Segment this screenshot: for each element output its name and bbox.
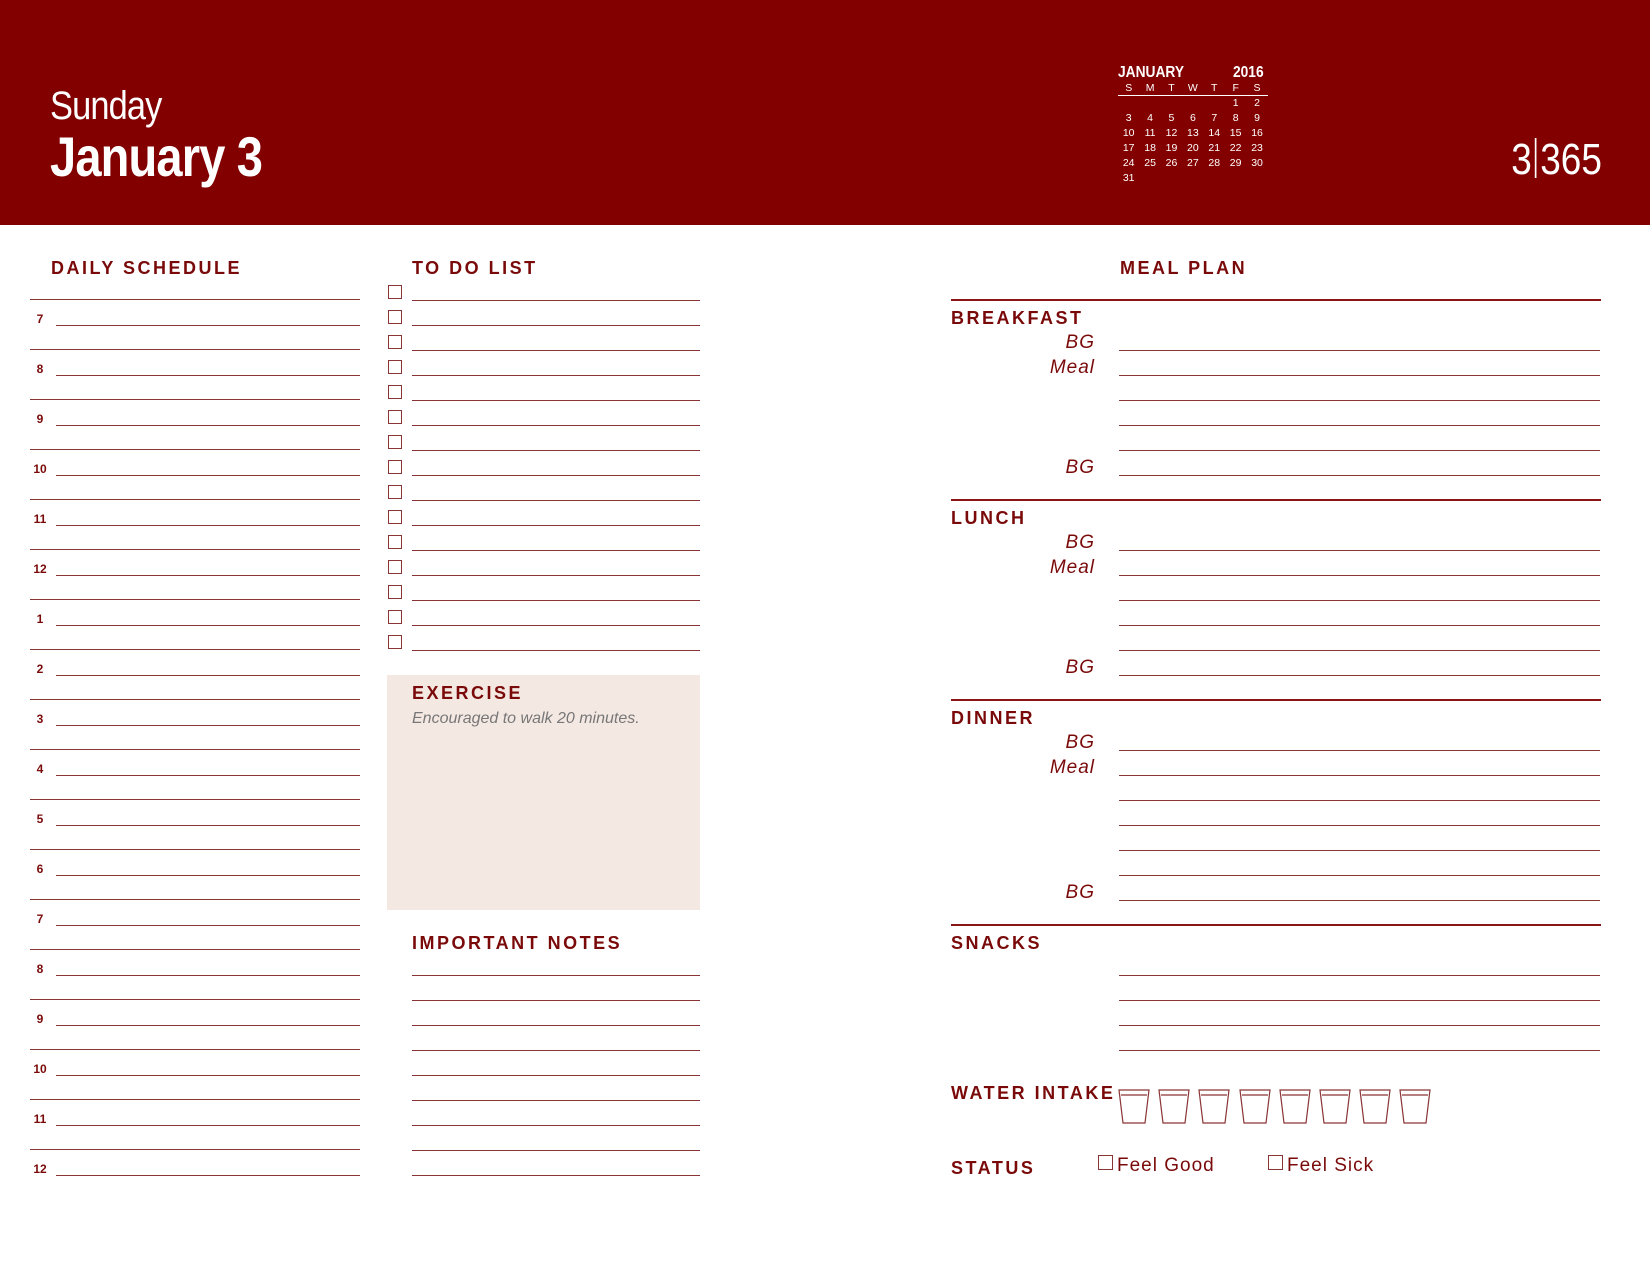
notes-line[interactable]	[412, 1075, 700, 1076]
blood-glucose-label: BG	[1065, 732, 1095, 753]
header-banner	[0, 0, 1650, 225]
schedule-hour-label: 2	[36, 662, 44, 676]
mini-calendar-day: 17	[1122, 142, 1135, 154]
schedule-half-line[interactable]	[30, 499, 360, 500]
schedule-hour-line[interactable]	[56, 825, 360, 826]
schedule-hour-line[interactable]	[56, 975, 360, 976]
status-feel-sick[interactable]	[1268, 1155, 1374, 1177]
water-cup-icon[interactable]	[1158, 1088, 1190, 1124]
notes-line[interactable]	[412, 1150, 700, 1151]
meal-line[interactable]	[1119, 875, 1600, 876]
meal-section-title: BREAKFAST	[951, 308, 1084, 328]
todo-checkbox[interactable]	[388, 360, 402, 374]
todo-checkbox[interactable]	[388, 410, 402, 424]
todo-line[interactable]	[412, 350, 700, 351]
schedule-hour-line[interactable]	[56, 1025, 360, 1026]
divider	[1535, 138, 1537, 178]
meal-section-title: DINNER	[951, 708, 1036, 728]
todo-line[interactable]	[412, 375, 700, 376]
todo-title: TO DO LIST	[412, 258, 538, 278]
meal-line[interactable]	[1119, 825, 1600, 826]
todo-checkbox[interactable]	[388, 510, 402, 524]
mini-calendar-year: 2016	[1233, 64, 1264, 81]
mini-calendar-day: 22	[1229, 142, 1242, 154]
mini-calendar-day: 31	[1122, 172, 1135, 184]
todo-line[interactable]	[412, 450, 700, 451]
mini-calendar-day: 10	[1122, 127, 1135, 139]
snacks-title: SNACKS	[951, 933, 1043, 953]
todo-checkbox[interactable]	[388, 535, 402, 549]
schedule-hour-label: 12	[33, 1162, 47, 1176]
mini-calendar-day	[1182, 96, 1203, 111]
schedule-hour-line[interactable]	[56, 375, 360, 376]
schedule-hour-label: 10	[33, 462, 47, 476]
snack-line[interactable]	[1119, 1050, 1600, 1051]
todo-checkbox[interactable]	[388, 335, 402, 349]
day-of-year	[1511, 136, 1602, 184]
feel-sick-label: Feel Sick	[1287, 1155, 1375, 1176]
meal-line[interactable]	[1119, 475, 1600, 476]
snack-line[interactable]	[1119, 975, 1600, 976]
notes-title: IMPORTANT NOTES	[412, 933, 623, 953]
todo-checkbox[interactable]	[388, 435, 402, 449]
meal-divider	[951, 499, 1601, 501]
water-intake-title: WATER INTAKE	[951, 1083, 1116, 1103]
todo-checkbox[interactable]	[388, 635, 402, 649]
todo-line[interactable]	[412, 475, 700, 476]
todo-line[interactable]	[412, 625, 700, 626]
schedule-half-line[interactable]	[30, 749, 360, 750]
schedule-hour-line[interactable]	[56, 525, 360, 526]
water-cup-icon[interactable]	[1279, 1088, 1311, 1124]
todo-checkbox[interactable]	[388, 385, 402, 399]
todo-checkbox[interactable]	[388, 585, 402, 599]
mini-calendar-day: 30	[1251, 157, 1263, 169]
mini-calendar-day: 12	[1165, 127, 1178, 139]
water-cup-icon[interactable]	[1399, 1088, 1431, 1124]
mini-calendar-weekday: S	[1118, 82, 1139, 96]
mini-calendar-weekday: T	[1161, 82, 1182, 96]
meal-divider	[951, 299, 1601, 301]
todo-line[interactable]	[412, 425, 700, 426]
mini-calendar-day	[1204, 96, 1225, 111]
schedule-hour-line[interactable]	[56, 725, 360, 726]
schedule-hour-label: 12	[33, 562, 47, 576]
mini-calendar-day: 18	[1144, 142, 1156, 154]
meal-divider	[951, 924, 1601, 926]
mini-calendar-day: 20	[1187, 142, 1199, 154]
meal-line[interactable]	[1119, 600, 1600, 601]
mini-calendar-day: 14	[1208, 127, 1221, 139]
blood-glucose-after-label: BG	[1065, 657, 1095, 678]
schedule-hour-line[interactable]	[56, 675, 360, 676]
meal-line[interactable]	[1119, 650, 1600, 651]
todo-line[interactable]	[412, 400, 700, 401]
schedule-half-line[interactable]	[30, 699, 360, 700]
notes-line[interactable]	[412, 1175, 700, 1176]
schedule-hour-label: 7	[36, 312, 44, 326]
mini-calendar-day: 3	[1125, 112, 1132, 124]
schedule-hour-line[interactable]	[56, 1125, 360, 1126]
schedule-hour-line[interactable]	[56, 325, 360, 326]
exercise-text: Encouraged to walk 20 minutes.	[412, 710, 640, 727]
todo-checkbox[interactable]	[388, 310, 402, 324]
meal-line[interactable]	[1119, 675, 1600, 676]
todo-line[interactable]	[412, 600, 700, 601]
todo-line[interactable]	[412, 325, 700, 326]
mini-calendar-day: 9	[1254, 112, 1260, 124]
feel-sick-checkbox[interactable]	[1268, 1155, 1283, 1170]
mini-calendar-day: 16	[1251, 127, 1263, 139]
schedule-half-line[interactable]	[30, 399, 360, 400]
status-title: STATUS	[951, 1158, 1036, 1178]
schedule-half-line[interactable]	[30, 549, 360, 550]
mini-calendar-grid	[1118, 82, 1264, 186]
mini-calendar-day	[1161, 171, 1182, 186]
water-cup-icon[interactable]	[1359, 1088, 1391, 1124]
mini-calendar-day: 7	[1211, 112, 1218, 124]
schedule-line[interactable]	[30, 299, 360, 300]
schedule-half-line[interactable]	[30, 1049, 360, 1050]
schedule-hour-label: 9	[36, 1012, 44, 1026]
meal-section-title: LUNCH	[951, 508, 1027, 528]
meal-divider	[951, 699, 1601, 701]
todo-checkbox[interactable]	[388, 285, 402, 299]
day-number: 3	[1511, 135, 1532, 184]
schedule-half-line[interactable]	[30, 649, 360, 650]
schedule-half-line[interactable]	[30, 1149, 360, 1150]
mini-calendar-day: 19	[1165, 142, 1178, 154]
todo-checkbox[interactable]	[388, 610, 402, 624]
schedule-hour-label: 6	[36, 862, 44, 876]
meal-line[interactable]	[1119, 550, 1600, 551]
meal-label: Meal	[1049, 557, 1095, 578]
notes-line[interactable]	[412, 1050, 700, 1051]
water-cup-icon[interactable]	[1319, 1088, 1351, 1124]
mini-calendar-day: 23	[1251, 142, 1263, 154]
todo-line[interactable]	[412, 500, 700, 501]
feel-good-checkbox[interactable]	[1098, 1155, 1113, 1170]
mini-calendar-weekday: S	[1246, 82, 1267, 96]
mini-calendar-weekday: W	[1182, 82, 1203, 96]
days-in-year: 365	[1540, 135, 1602, 184]
weekday-label: Sunday	[50, 84, 162, 128]
snack-line[interactable]	[1119, 1025, 1600, 1026]
mini-calendar-day: 26	[1165, 157, 1178, 169]
meal-line[interactable]	[1119, 775, 1600, 776]
exercise-title: EXERCISE	[412, 683, 524, 703]
schedule-hour-line[interactable]	[56, 625, 360, 626]
mini-calendar	[1118, 64, 1264, 186]
schedule-hour-label: 1	[36, 612, 44, 626]
meal-line[interactable]	[1119, 800, 1600, 801]
mini-calendar-day: 11	[1144, 127, 1156, 139]
mini-calendar-day: 29	[1229, 157, 1242, 169]
meal-line[interactable]	[1119, 350, 1600, 351]
mini-calendar-weekday: M	[1139, 82, 1160, 96]
notes-line[interactable]	[412, 1025, 700, 1026]
mini-calendar-day: 6	[1189, 112, 1196, 124]
schedule-hour-label: 5	[36, 812, 44, 826]
schedule-hour-line[interactable]	[56, 425, 360, 426]
schedule-half-line[interactable]	[30, 899, 360, 900]
mini-calendar-month: JANUARY	[1118, 64, 1185, 81]
schedule-hour-line[interactable]	[56, 875, 360, 876]
mini-calendar-day: 24	[1122, 157, 1135, 169]
meal-line[interactable]	[1119, 575, 1600, 576]
schedule-hour-line[interactable]	[56, 1075, 360, 1076]
schedule-hour-label: 3	[36, 712, 44, 726]
water-cup-icon[interactable]	[1198, 1088, 1230, 1124]
schedule-hour-label: 8	[36, 362, 44, 376]
mini-calendar-day: 1	[1232, 97, 1239, 109]
mini-calendar-day	[1139, 96, 1160, 111]
schedule-half-line[interactable]	[30, 849, 360, 850]
mini-calendar-day: 4	[1147, 112, 1153, 124]
blood-glucose-label: BG	[1065, 332, 1095, 353]
blood-glucose-after-label: BG	[1065, 457, 1095, 478]
schedule-half-line[interactable]	[30, 1099, 360, 1100]
meal-line[interactable]	[1119, 375, 1600, 376]
schedule-hour-line[interactable]	[56, 1175, 360, 1176]
meal-line[interactable]	[1119, 850, 1600, 851]
mini-calendar-day: 13	[1187, 127, 1199, 139]
meal-label: Meal	[1049, 757, 1095, 778]
meal-line[interactable]	[1119, 450, 1600, 451]
schedule-hour-label: 7	[36, 912, 44, 926]
mini-calendar-day: 5	[1168, 112, 1175, 124]
mini-calendar-day: 25	[1144, 157, 1156, 169]
meal-line[interactable]	[1119, 625, 1600, 626]
date-title: January 3	[50, 125, 263, 188]
schedule-half-line[interactable]	[30, 799, 360, 800]
blood-glucose-label: BG	[1065, 532, 1095, 553]
mini-calendar-day	[1118, 96, 1139, 111]
water-cup-icon[interactable]	[1118, 1088, 1150, 1124]
meal-line[interactable]	[1119, 750, 1600, 751]
mini-calendar-day	[1204, 171, 1225, 186]
schedule-hour-line[interactable]	[56, 475, 360, 476]
notes-line[interactable]	[412, 1125, 700, 1126]
todo-checkbox[interactable]	[388, 485, 402, 499]
mini-calendar-weekday: T	[1204, 82, 1225, 96]
meal-line[interactable]	[1119, 425, 1600, 426]
todo-checkbox[interactable]	[388, 560, 402, 574]
mini-calendar-day	[1182, 171, 1203, 186]
schedule-hour-label: 11	[33, 512, 47, 526]
todo-line[interactable]	[412, 525, 700, 526]
meal-label: Meal	[1049, 357, 1095, 378]
schedule-half-line[interactable]	[30, 349, 360, 350]
exercise-box	[387, 675, 700, 910]
schedule-hour-label: 4	[36, 762, 44, 776]
mini-calendar-day: 21	[1208, 142, 1221, 154]
mini-calendar-day	[1225, 171, 1246, 186]
schedule-hour-label: 10	[33, 1062, 47, 1076]
daily-schedule-title: DAILY SCHEDULE	[51, 258, 243, 278]
mini-calendar-day	[1246, 171, 1267, 186]
todo-line[interactable]	[412, 575, 700, 576]
schedule-hour-line[interactable]	[56, 575, 360, 576]
notes-line[interactable]	[412, 1100, 700, 1101]
mini-calendar-day: 28	[1208, 157, 1221, 169]
schedule-half-line[interactable]	[30, 449, 360, 450]
blood-glucose-after-label: BG	[1065, 882, 1095, 903]
todo-checkbox[interactable]	[388, 460, 402, 474]
mini-calendar-day	[1161, 96, 1182, 111]
schedule-half-line[interactable]	[30, 949, 360, 950]
status-feel-good[interactable]	[1098, 1155, 1215, 1177]
schedule-half-line[interactable]	[30, 999, 360, 1000]
mini-calendar-weekday: F	[1225, 82, 1246, 96]
schedule-hour-label: 11	[33, 1112, 47, 1126]
schedule-hour-line[interactable]	[56, 775, 360, 776]
mini-calendar-day: 2	[1254, 97, 1260, 109]
meal-line[interactable]	[1119, 400, 1600, 401]
schedule-half-line[interactable]	[30, 599, 360, 600]
todo-line[interactable]	[412, 650, 700, 651]
schedule-hour-label: 8	[36, 962, 44, 976]
mini-calendar-day	[1139, 171, 1160, 186]
todo-line[interactable]	[412, 550, 700, 551]
notes-line[interactable]	[412, 1000, 700, 1001]
mini-calendar-day: 27	[1187, 157, 1199, 169]
meal-plan-title: MEAL PLAN	[1120, 258, 1248, 278]
meal-line[interactable]	[1119, 900, 1600, 901]
water-cup-icon[interactable]	[1239, 1088, 1271, 1124]
notes-line[interactable]	[412, 975, 700, 976]
feel-good-label: Feel Good	[1117, 1155, 1215, 1176]
todo-line[interactable]	[412, 300, 700, 301]
mini-calendar-day: 15	[1229, 127, 1242, 139]
schedule-hour-line[interactable]	[56, 925, 360, 926]
mini-calendar-day: 8	[1232, 112, 1239, 124]
snack-line[interactable]	[1119, 1000, 1600, 1001]
schedule-hour-label: 9	[36, 412, 44, 426]
